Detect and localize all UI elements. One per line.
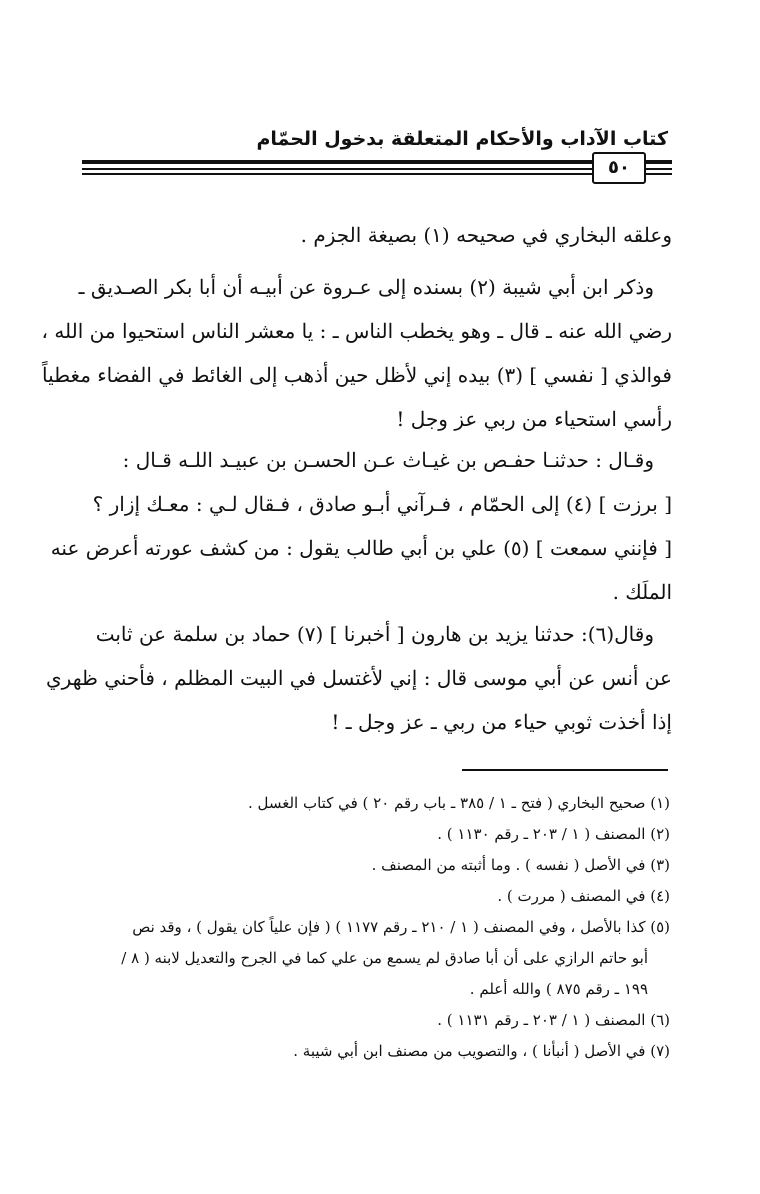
footnote-3: (٣) في الأصل ( نفسه ) . وما أثبته من المصنف . bbox=[371, 856, 670, 874]
footnote-7: (٧) في الأصل ( أنبأنا ) ، والتصويب من مصنف ابن أبي شيبة . bbox=[293, 1042, 670, 1060]
footnote-4: (٤) في المصنف ( مررت ) . bbox=[497, 887, 670, 905]
paragraph-line: وقـال : حدثنـا حفـص بن غيـاث عـن الحسـن بن عبيـد اللـه قـال : bbox=[122, 448, 654, 472]
footnote-5: (٥) كذا بالأصل ، وفي المصنف ( ١ / ٢١٠ ـ رقم ١١٧٧ ) ( فإن علياً كان يقول ) ، وقد نص bbox=[132, 918, 670, 936]
paragraph-line: رضي الله عنه ـ قال ـ وهو يخطب الناس ـ : يا معشر الناس استحيوا من الله ، bbox=[41, 319, 672, 343]
paragraph-line: [ فإنني سمعت ] (٥) علي بن أبي طالب يقول : من كشف عورته أعرض عنه bbox=[50, 536, 672, 560]
paragraph-line: رأسي استحياء من ربي عز وجل ! bbox=[396, 407, 672, 431]
paragraph-line: الملَك . bbox=[612, 580, 672, 604]
paragraph-line: عن أنس عن أبي موسى قال : إني لأغتسل في البيت المظلم ، فأحني ظهري bbox=[46, 666, 672, 690]
footnote-5-continued: أبو حاتم الرازي على أن أبا صادق لم يسمع من علي كما في الجرح والتعديل لابنه ( ٨ / bbox=[121, 949, 648, 967]
paragraph-line: [ برزت ] (٤) إلى الحمّام ، فـرآني أبـو صادق ، فـقال لـي : معـك إزار ؟ bbox=[92, 492, 672, 516]
paragraph-line: وعلقه البخاري في صحيحه (١) بصيغة الجزم . bbox=[300, 223, 672, 247]
paragraph-4 bbox=[46, 612, 672, 744]
paragraph-line: فوالذي [ نفسي ] (٣) بيده إني لأظل حين أذهب إلى الغائط في الفضاء مغطياً bbox=[42, 363, 672, 387]
footnote-5-continued: ١٩٩ ـ رقم ٨٧٥ ) والله أعلم . bbox=[469, 980, 648, 998]
paragraph-1 bbox=[72, 213, 672, 257]
paragraph-line: إذا أخذت ثوبي حياء من ربي ـ عز وجل ـ ! bbox=[331, 710, 672, 734]
footnote-6: (٦) المصنف ( ١ / ٢٠٣ ـ رقم ١١٣١ ) . bbox=[437, 1011, 670, 1029]
page-number: ٥٠ bbox=[592, 152, 646, 184]
footnote-separator bbox=[462, 769, 668, 771]
paragraph-3 bbox=[50, 438, 672, 614]
header-rule-thick bbox=[82, 160, 672, 164]
footnotes bbox=[70, 788, 670, 1067]
header-rule-thin-2 bbox=[82, 173, 672, 175]
footnote-1: (١) صحيح البخاري ( فتح ـ ١ / ٣٨٥ ـ باب رقم ٢٠ ) في كتاب الغسل . bbox=[247, 794, 670, 812]
running-title: كتاب الآداب والأحكام المتعلقة بدخول الحمّام bbox=[256, 128, 668, 150]
paragraph-2 bbox=[41, 265, 672, 441]
paragraph-line: وقال(٦): حدثنا يزيد بن هارون [ أخبرنا ] (٧) حماد بن سلمة عن ثابت bbox=[95, 622, 654, 646]
paragraph-line: وذكر ابن أبي شيبة (٢) بسنده إلى عـروة عن أبيـه أن أبا بكر الصـديق ـ bbox=[78, 275, 654, 299]
footnote-2: (٢) المصنف ( ١ / ٢٠٣ ـ رقم ١١٣٠ ) . bbox=[437, 825, 670, 843]
header-rule-thin-1 bbox=[82, 168, 672, 170]
